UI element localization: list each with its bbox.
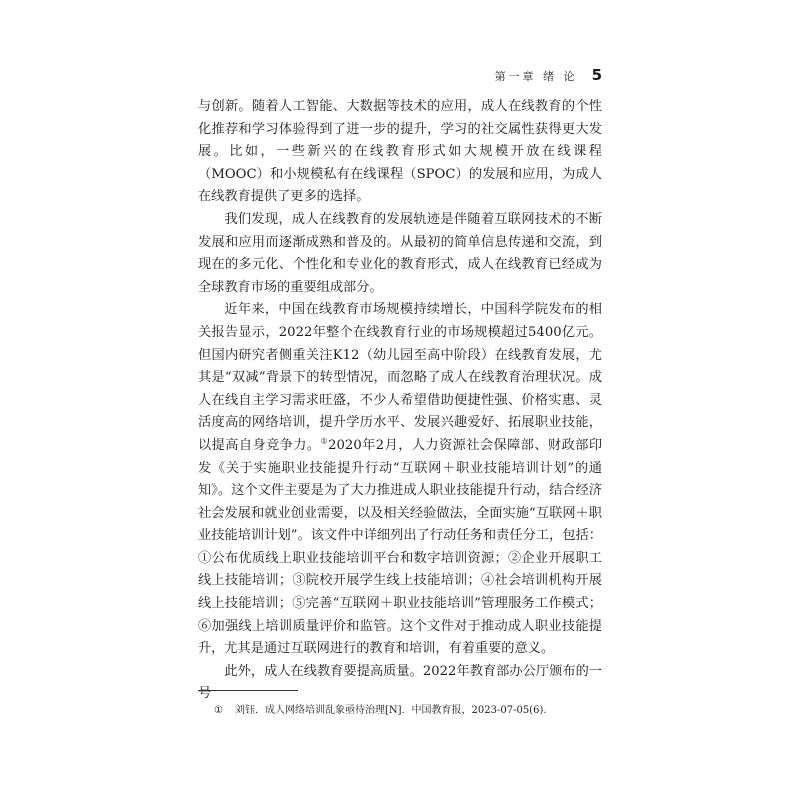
footnote-text: 刘钰．成人网络培训乱象亟待治理[N]．中国教育报，2023-07-05(6). xyxy=(234,705,547,716)
paragraph-1: 与创新。随着人工智能、大数据等技术的应用，成人在线教育的个性化推荐和学习体验得到了进一步的提升，学习的社交属性获得更大发展。比如，一些新兴的在线教育形式如大规模开放在线课程（MOOC）和小规模私有在线课程（SPOC）的发展和应用，为成人在线教育提供了更多的选择。 xyxy=(198,99,602,205)
page-number: 5 xyxy=(591,66,602,84)
footnote-divider xyxy=(198,690,298,691)
paragraph-4: 此外，成人在线教育要提高质量。2022年教育部办公厅颁布的一号 xyxy=(198,663,602,702)
footnote-reference[interactable]: ① xyxy=(320,436,329,446)
paragraph-3-text: 近年来，中国在线教育市场规模持续增长，中国科学院发布的相关报告显示，2022年整个在线教育行业的市场规模超过5400亿元。但国内研究者侧重关注K12（幼儿园至高中阶段）在线教育发展，尤其是“双减”背景下的转型情况，而忽略了成人在线教育治理状况。成人在线自主学习需求旺盛，不少人希望借助便捷性强、价格实惠、灵活度高的网络培训，提升学历水平、发展兴趣爱好、拓展职业技能，以提高自身竞争力。 xyxy=(198,302,602,453)
footnote xyxy=(214,704,604,718)
paragraph-3 xyxy=(198,299,602,661)
footnote-marker: ① xyxy=(214,705,223,716)
paragraph-2: 我们发现，成人在线教育的发展轨迹是伴随着互联网技术的不断发展和应用而逐渐成熟和普及的。从最初的简单信息传递和交流，到现在的多元化、个性化和专业化的教育形式，成人在线教育已经成为全球教育市场的重要组成部分。 xyxy=(198,211,602,295)
chapter-title: 第一章 绪 论 xyxy=(494,70,578,83)
paragraph-3-text-continued: 2020年2月，人力资源社会保障部、财政部印发《关于实施职业技能提升行动“互联网＋职业技能培训计划”的通知》。这个文件主要是为了大力推进成人职业技能提升行动，结合经济社会发展和就业创业需要，以及相关经验做法，全面实施“互联网＋职业技能培训计划”。该文件中详细列出了行动任务和责任分工，包括：①公布优质线上职业技能培训平台和数字培训资源；②企业开展职工线上技能培训；③院校开展学生线上技能培训；④社会培训机构开展线上技能培训；⑤完善“互联网＋职业技能培训”管理服务工作模式；⑥加强线上培训质量评价和监管。这个文件对于推动成人职业技能提升，尤其是通过互联网进行的教育和培训，有着重要的意义。 xyxy=(198,437,603,657)
main-body-text xyxy=(198,96,602,706)
running-header xyxy=(495,66,602,84)
